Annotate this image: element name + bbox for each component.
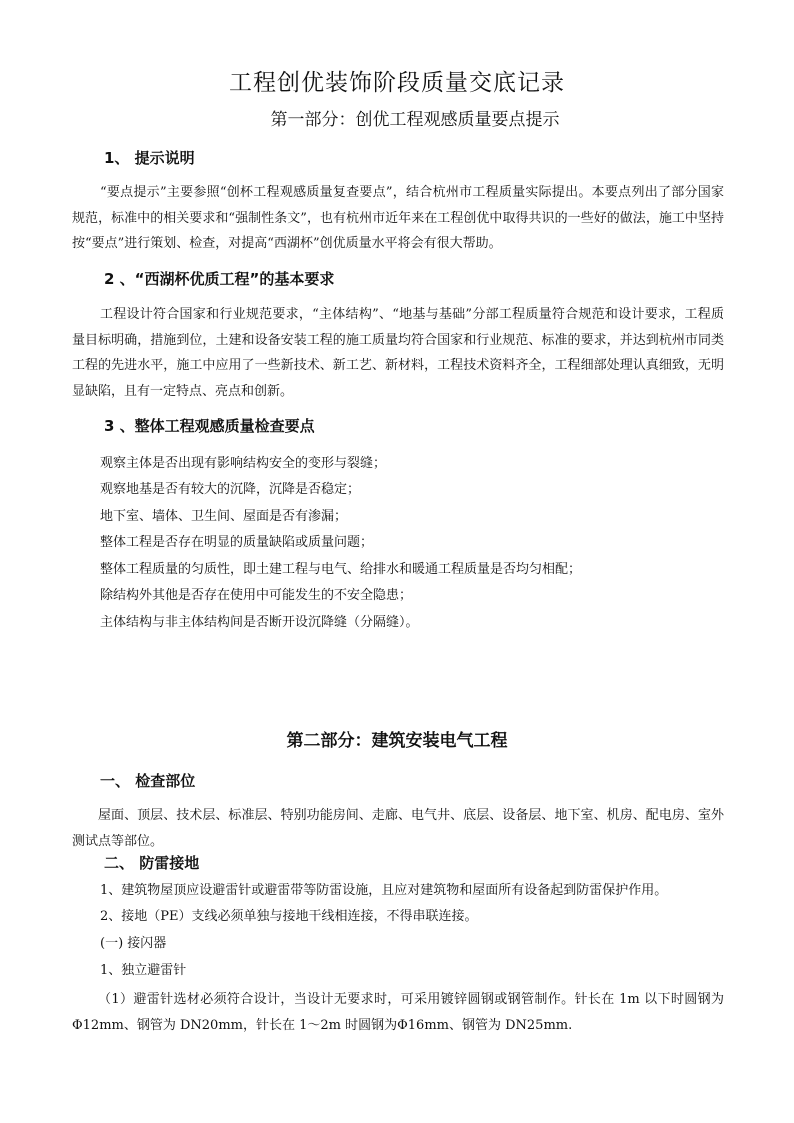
standalone-rod-heading: 1、独立避雷针 <box>100 963 187 978</box>
part1-title: 第一部分：创优工程观感质量要点提示 <box>270 110 560 130</box>
air-terminal-heading: (一) 接闪器 <box>100 936 167 951</box>
check-item-1: 观察主体是否出现有影响结构安全的变形与裂缝； <box>100 456 387 471</box>
check-item-2: 观察地基是否有较大的沉降，沉降是否稳定； <box>100 482 361 497</box>
lightning-line-2: 2、接地（PE）支线必须单独与接地干线相连接，不得串联连接。 <box>100 909 478 924</box>
document-title: 工程创优装饰阶段质量交底记录 <box>229 70 565 96</box>
part2-title: 第二部分：建筑安装电气工程 <box>286 731 508 751</box>
check-item-5: 整体工程质量的匀质性，即土建工程与电气、给排水和暖通工程质量是否均匀相配； <box>100 562 582 577</box>
check-item-4: 整体工程是否存在明显的质量缺陷或质量问题； <box>100 535 374 550</box>
rod-material-paragraph: （1）避雷针选材必须符合设计，当设计无要求时，可采用镀锌圆钢或钢管制作。针长在 1m 以下时圆钢为Φ12mm、钢管为 DN20mm，针长在 1～2m 时圆钢为Φ16mm、钢管为 DN25mm. <box>72 992 724 1033</box>
part2-sec2-heading: 二、 防雷接地 <box>104 854 200 872</box>
sec1-paragraph: “要点提示”主要参照“创杯工程观感质量复查要点”，结合杭州市工程质量实际提出。本要点列出了部分国家规范，标准中的相关要求和“强制性条文”，也有杭州市近年来在工程创优中取得共识的一些好的做法，施工中坚持按“要点”进行策划、检查，对提高“西湖杯”创优质量水平将会有很大帮助。 <box>72 185 724 251</box>
sec2-paragraph: 工程设计符合国家和行业规范要求，“主体结构”、“地基与基础”分部工程质量符合规范和设计要求，工程质量目标明确，措施到位，土建和设备安装工程的施工质量均符合国家和行业规范、标准的要求，并达到杭州市同类工程的先进水平，施工中应用了一些新技术、新工艺、新材料，工程技术资料齐全，工程细部处理认真细致，无明显缺陷，且有一定特点、亮点和创新。 <box>72 307 724 399</box>
part2-sec1-heading: 一、 检查部位 <box>100 772 196 790</box>
check-item-3: 地下室、墙体、卫生间、屋面是否有渗漏； <box>100 509 348 524</box>
lightning-line-1: 1、建筑物屋顶应设避雷针或避雷带等防雷设施，且应对建筑物和屋面所有设备起到防雷保护作用。 <box>100 883 668 898</box>
part2-sec1-paragraph: 屋面、顶层、技术层、标准层、特别功能房间、走廊、电气井、底层、设备层、地下室、机房、配电房、室外测试点等部位。 <box>72 808 724 849</box>
check-item-7: 主体结构与非主体结构间是否断开设沉降缝（分隔缝）。 <box>100 615 419 630</box>
sec1-heading: 1、 提示说明 <box>104 149 195 167</box>
sec3-heading: 3 、整体工程观感质量检查要点 <box>104 417 315 435</box>
sec2-heading: 2 、“西湖杯优质工程”的基本要求 <box>104 270 335 288</box>
check-item-6: 除结构外其他是否存在使用中可能发生的不安全隐患； <box>100 588 413 603</box>
